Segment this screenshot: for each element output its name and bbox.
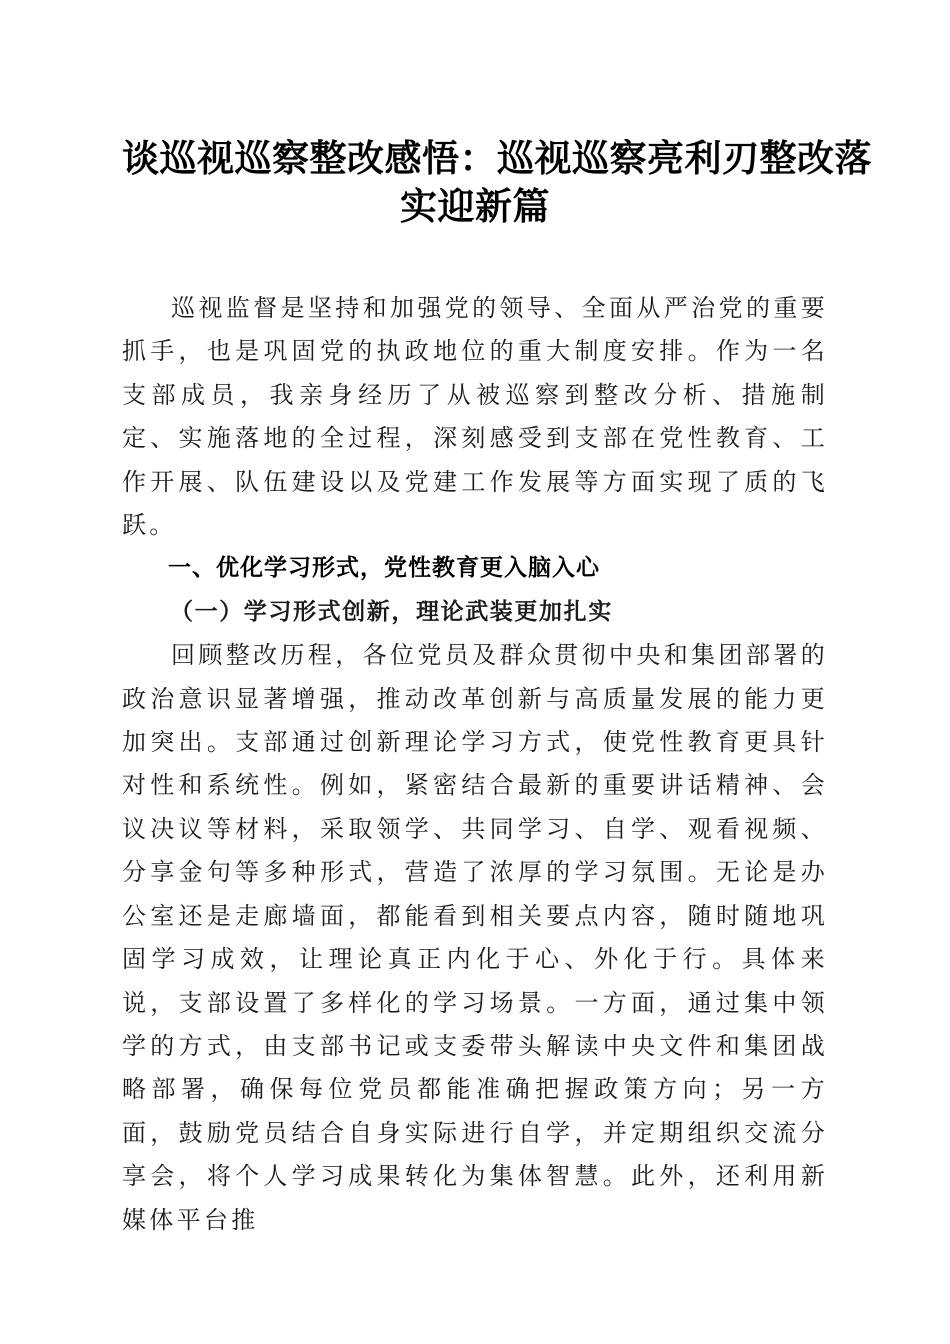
intro-paragraph: 巡视监督是坚持和加强党的领导、全面从严治党的重要抓手，也是巩固党的执政地位的重大制度安排。作为一名支部成员，我亲身经历了从被巡察到整改分析、措施制定、实施落地的全过程，深刻感受到支部在党性教育、工作开展、队伍建设以及党建工作发展等方面实现了质的飞跃。 xyxy=(122,294,828,540)
document-title xyxy=(122,0,872,230)
subsection-1-paragraph: 回顾整改历程，各位党员及群众贯彻中央和集团部署的政治意识显著增强，推动改革创新与高质量发展的能力更加突出。支部通过创新理论学习方式，使党性教育更具针对性和系统性。例如，紧密结合最新的重要讲话精神、会议决议等材料，采取领学、共同学习、自学、观看视频、分享金句等多种形式，营造了浓厚的学习氛围。无论是办公室还是走廊墙面，都能看到相关要点内容，随时随地巩固学习成效，让理论真正内化于心、外化于行。具体来说，支部设置了多样化的学习场景。一方面，通过集中领学的方式，由支部书记或支委带头解读中央文件和集团战略部署，确保每位党员都能准确把握政策方向；另一方面，鼓励党员结合自身实际进行自学，并定期组织交流分享会，将个人学习成果转化为集体智慧。此外，还利用新媒体平台推 xyxy=(122,641,828,1234)
section-1-heading: 一、优化学习形式，党性教育更入脑入心 xyxy=(168,555,600,582)
subsection-1-heading: （一）学习形式创新，理论武装更加扎实 xyxy=(170,598,613,625)
document-title-line-2: 实迎新篇 xyxy=(400,184,550,228)
document-title-line-1: 谈巡视巡察整改感悟：巡视巡察亮利刃整改落 xyxy=(122,136,872,180)
document-body xyxy=(122,287,828,1242)
